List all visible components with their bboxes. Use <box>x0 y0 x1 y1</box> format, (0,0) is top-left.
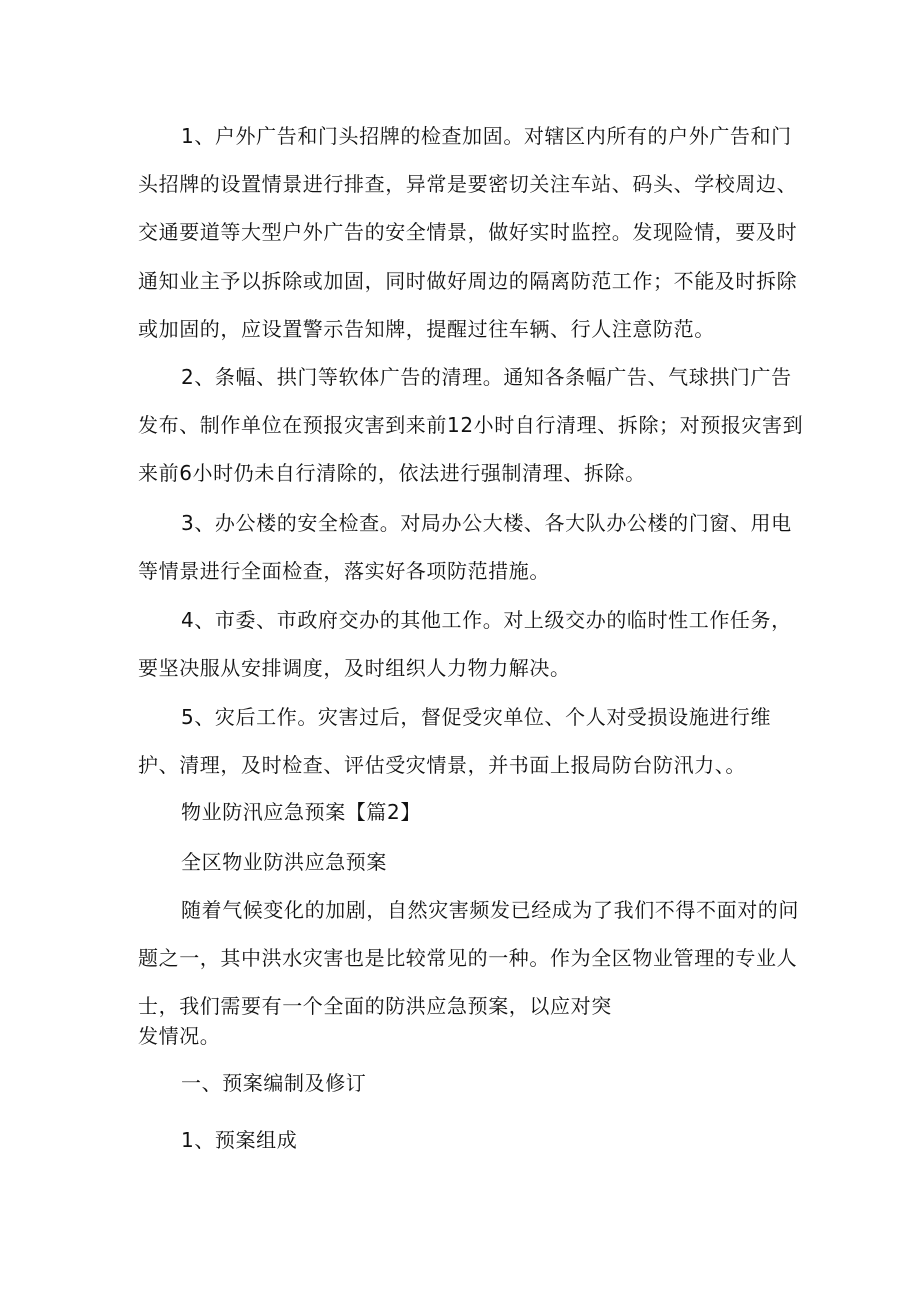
heading-preplan-composition: 1、预案组成 <box>181 1128 298 1152</box>
item-1-line-3: 交通要道等大型户外广告的安全情景，做好实时监控。发现险情，要及时 <box>138 220 798 244</box>
intro-line-4: 发情况。 <box>138 1024 221 1048</box>
heading-preplan-compilation: 一、预案编制及修订 <box>181 1071 367 1095</box>
item-1-line-4: 通知业主予以拆除或加固，同时做好周边的隔离防范工作；不能及时拆除 <box>138 269 798 293</box>
sub-title: 全区物业防洪应急预案 <box>181 850 387 874</box>
item-1-line-1: 1、户外广告和门头招牌的检查加固。对辖区内所有的户外广告和门 <box>181 124 792 148</box>
intro-line-1: 随着气候变化的加剧，自然灾害频发已经成为了我们不得不面对的问 <box>181 898 799 922</box>
item-2-line-1: 2、条幅、拱门等软体广告的清理。通知各条幅广告、气球拱门广告 <box>181 365 792 389</box>
item-5-line-2: 护、清理，及时检查、评估受灾情景，并书面上报局防台防汛力、。 <box>138 753 746 777</box>
item-2-line-3: 来前6小时仍未自行清除的，依法进行强制清理、拆除。 <box>138 461 646 485</box>
item-3-line-1: 3、办公楼的安全检查。对局办公大楼、各大队办公楼的门窗、用电 <box>181 511 792 535</box>
item-3-line-2: 等情景进行全面检查，落实好各项防范措施。 <box>138 559 550 583</box>
section-title: 物业防汛应急预案【篇2】 <box>181 800 421 824</box>
item-1-line-2: 头招牌的设置情景进行排查，异常是要密切关注车站、码头、学校周边、 <box>138 172 798 196</box>
item-2-line-2: 发布、制作单位在预报灾害到来前12小时自行清理、拆除；对预报灾害到 <box>138 413 804 437</box>
item-4-line-1: 4、市委、市政府交办的其他工作。对上级交办的临时性工作任务， <box>181 608 792 632</box>
intro-line-2: 题之一，其中洪水灾害也是比较常见的一种。作为全区物业管理的专业人 <box>138 946 798 970</box>
item-4-line-2: 要坚决服从安排调度，及时组织人力物力解决。 <box>138 656 571 680</box>
item-1-line-5: 或加固的，应设置警示告知牌，提醒过往车辆、行人注意防范。 <box>138 317 715 341</box>
item-5-line-1: 5、灾后工作。灾害过后，督促受灾单位、个人对受损设施进行维 <box>181 705 772 729</box>
intro-line-3: 士，我们需要有一个全面的防洪应急预案，以应对突 <box>138 994 612 1018</box>
